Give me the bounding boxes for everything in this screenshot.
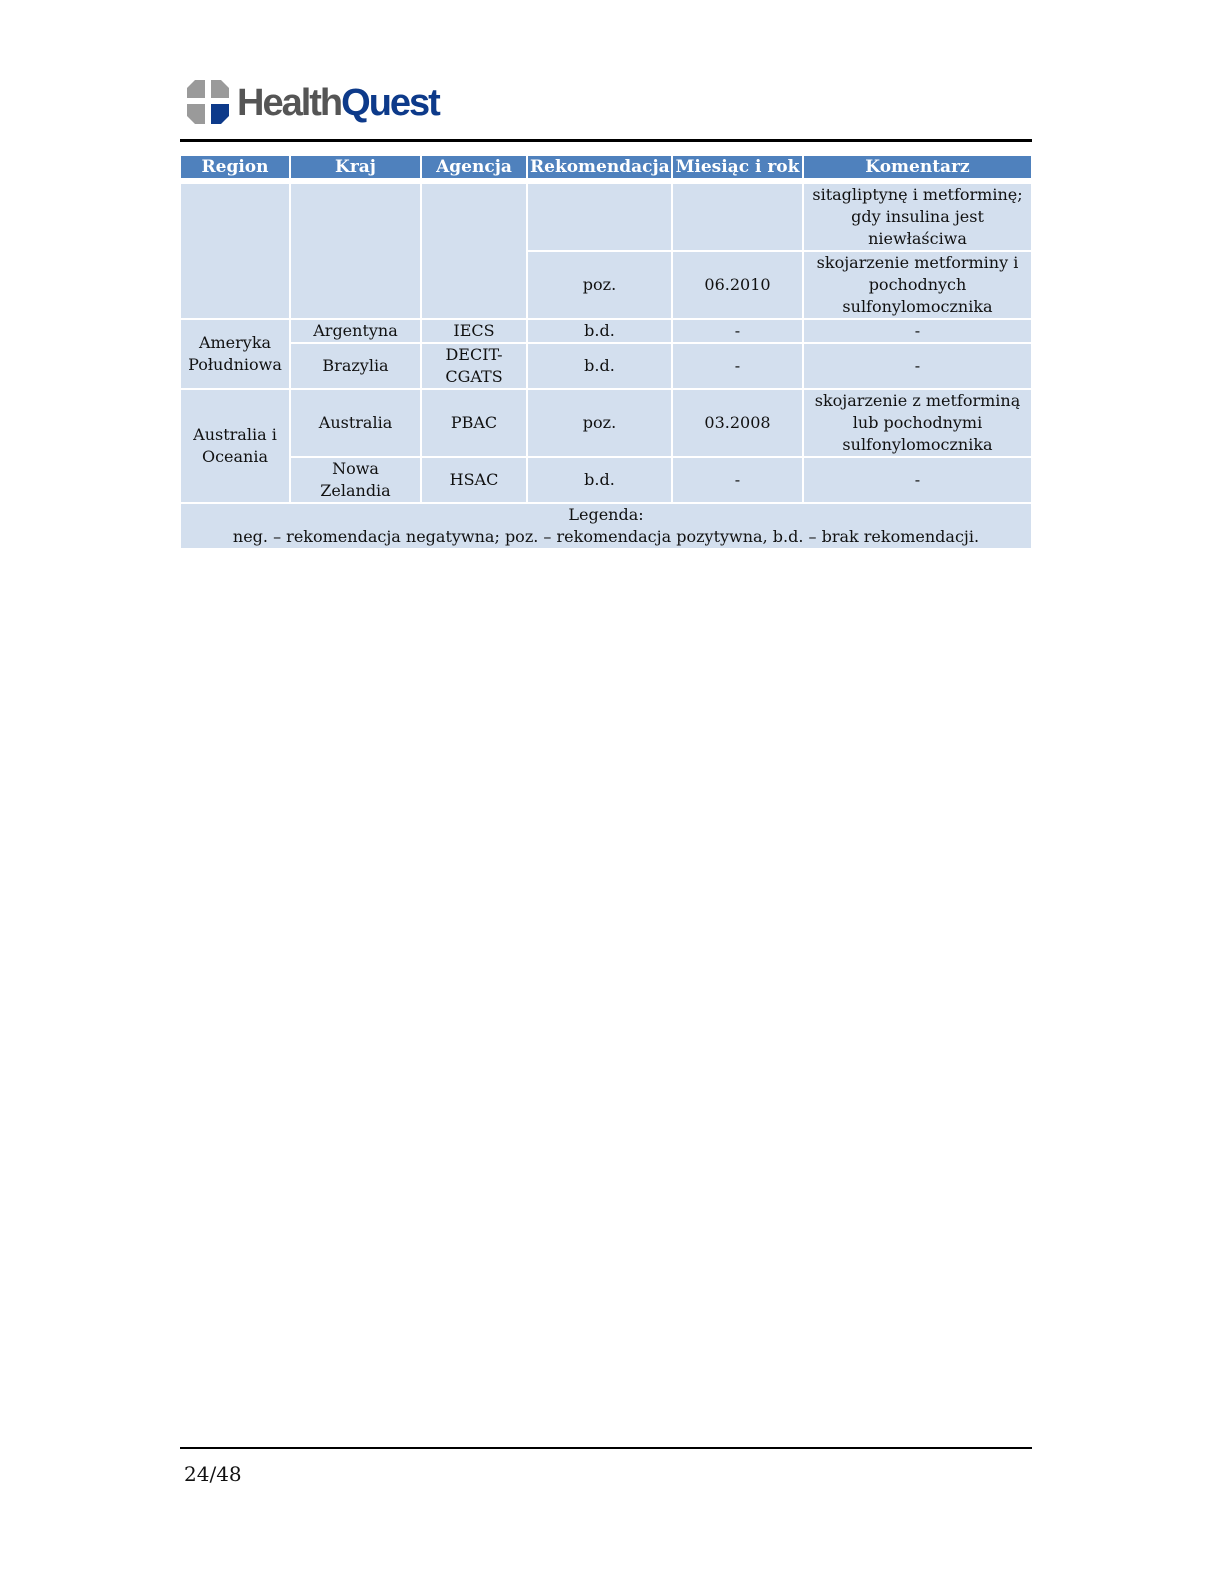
header-rule bbox=[180, 139, 1032, 142]
table-cell: sitagliptynę i metforminę; gdy insulina jest niewłaściwa bbox=[804, 184, 1031, 250]
table-cell: Argentyna bbox=[291, 320, 420, 342]
table-row bbox=[181, 184, 1031, 250]
healthquest-logo bbox=[183, 78, 439, 128]
recommendations-table bbox=[179, 154, 1033, 550]
table-cell: skojarzenie metforminy i pochodnych sulfonylomocznika bbox=[804, 252, 1031, 318]
table-row bbox=[181, 458, 1031, 502]
table-cell: DECIT-CGATS bbox=[422, 344, 526, 388]
table-cell: Nowa Zelandia bbox=[291, 458, 420, 502]
table-cell: poz. bbox=[528, 390, 671, 456]
table-cell: PBAC bbox=[422, 390, 526, 456]
legend-text: neg. – rekomendacja negatywna; poz. – rekomendacja pozytywna, b.d. – brak rekomendacji. bbox=[232, 527, 980, 546]
table-cell: 03.2008 bbox=[673, 390, 802, 456]
header-cell: Agencja bbox=[422, 156, 526, 178]
region-cell: Australia i Oceania bbox=[181, 390, 289, 502]
logo-mark-icon bbox=[183, 78, 233, 128]
table-cell: skojarzenie z metforminą lub pochodnymi sulfonylomocznika bbox=[804, 390, 1031, 456]
table-cell: - bbox=[804, 320, 1031, 342]
table-cell: - bbox=[804, 344, 1031, 388]
table-cell: 06.2010 bbox=[673, 252, 802, 318]
table-cell: - bbox=[673, 458, 802, 502]
header-cell: Kraj bbox=[291, 156, 420, 178]
legend-row bbox=[181, 504, 1031, 548]
table-cell: HSAC bbox=[422, 458, 526, 502]
table-row bbox=[181, 320, 1031, 342]
table-cell: b.d. bbox=[528, 458, 671, 502]
header-cell: Komentarz bbox=[804, 156, 1031, 178]
table-cell: - bbox=[804, 458, 1031, 502]
table-cell: - bbox=[673, 320, 802, 342]
table-cell: poz. bbox=[528, 252, 671, 318]
table-cell bbox=[673, 184, 802, 250]
table-cell bbox=[422, 184, 526, 318]
table-cell: Australia bbox=[291, 390, 420, 456]
legend-title: Legenda: bbox=[568, 505, 644, 524]
table-cell bbox=[528, 184, 671, 250]
table-cell: b.d. bbox=[528, 320, 671, 342]
table-cell bbox=[291, 184, 420, 318]
table-cell: - bbox=[673, 344, 802, 388]
logo-text: HealthQuest bbox=[237, 82, 439, 124]
table-cell bbox=[181, 184, 289, 318]
legend-cell bbox=[181, 504, 1031, 548]
table-cell: IECS bbox=[422, 320, 526, 342]
table-row bbox=[181, 344, 1031, 388]
header-cell: Rekomendacja bbox=[530, 157, 670, 177]
table-header-row bbox=[181, 156, 1031, 178]
header-cell: Region bbox=[181, 156, 289, 178]
header-cell: Miesiąc i rok bbox=[673, 156, 802, 178]
table-cell: Brazylia bbox=[291, 344, 420, 388]
table-row bbox=[181, 390, 1031, 456]
page-number: 24/48 bbox=[184, 1462, 242, 1486]
table-cell: b.d. bbox=[528, 344, 671, 388]
footer-rule bbox=[180, 1447, 1032, 1449]
region-cell: Ameryka Południowa bbox=[181, 320, 289, 388]
